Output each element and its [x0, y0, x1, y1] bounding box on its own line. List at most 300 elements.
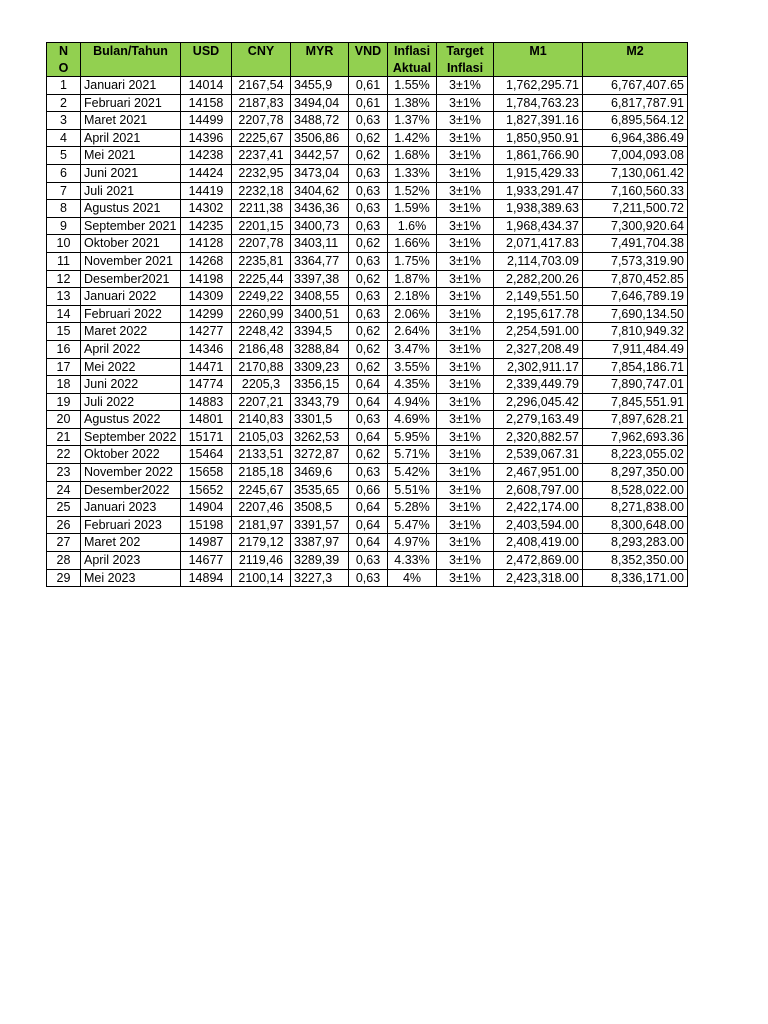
cell-inflasi-aktual: 4.35% [388, 376, 437, 394]
cell-m2: 8,271,838.00 [583, 499, 688, 517]
cell-bulan-tahun: Maret 2022 [81, 323, 181, 341]
cell-m2: 7,810,949.32 [583, 323, 688, 341]
cell-myr: 3301,5 [291, 411, 349, 429]
cell-myr: 3473,04 [291, 164, 349, 182]
header-vnd: VND [349, 43, 388, 77]
table-row [47, 305, 688, 323]
cell-target-inflasi: 3±1% [437, 235, 494, 253]
table-row [47, 77, 688, 95]
cell-target-inflasi: 3±1% [437, 358, 494, 376]
cell-vnd: 0,62 [349, 235, 388, 253]
cell-m1: 2,114,703.09 [494, 252, 583, 270]
cell-inflasi-aktual: 3.55% [388, 358, 437, 376]
cell-m1: 2,472,869.00 [494, 552, 583, 570]
cell-usd: 14471 [181, 358, 232, 376]
cell-bulan-tahun: Desember2021 [81, 270, 181, 288]
cell-m2: 7,300,920.64 [583, 217, 688, 235]
cell-inflasi-aktual: 1.42% [388, 129, 437, 147]
table-row [47, 499, 688, 517]
cell-cny: 2232,95 [232, 164, 291, 182]
cell-m2: 6,817,787.91 [583, 94, 688, 112]
cell-m1: 2,282,200.26 [494, 270, 583, 288]
cell-target-inflasi: 3±1% [437, 305, 494, 323]
cell-m1: 1,861,766.90 [494, 147, 583, 165]
cell-no: 1 [47, 77, 81, 95]
table-row [47, 428, 688, 446]
cell-cny: 2248,42 [232, 323, 291, 341]
table-row [47, 182, 688, 200]
table-row [47, 393, 688, 411]
cell-target-inflasi: 3±1% [437, 446, 494, 464]
exchange-inflation-table [46, 42, 688, 587]
cell-inflasi-aktual: 1.6% [388, 217, 437, 235]
cell-myr: 3356,15 [291, 376, 349, 394]
cell-myr: 3387,97 [291, 534, 349, 552]
cell-m2: 8,300,648.00 [583, 516, 688, 534]
cell-usd: 14677 [181, 552, 232, 570]
cell-m1: 1,784,763.23 [494, 94, 583, 112]
cell-m1: 2,403,594.00 [494, 516, 583, 534]
cell-no: 9 [47, 217, 81, 235]
cell-no: 8 [47, 200, 81, 218]
cell-inflasi-aktual: 4% [388, 569, 437, 587]
table-row [47, 112, 688, 130]
table-body [47, 77, 688, 587]
cell-usd: 14904 [181, 499, 232, 517]
cell-m1: 1,827,391.16 [494, 112, 583, 130]
cell-m2: 8,336,171.00 [583, 569, 688, 587]
cell-vnd: 0,64 [349, 428, 388, 446]
cell-m1: 2,422,174.00 [494, 499, 583, 517]
cell-target-inflasi: 3±1% [437, 340, 494, 358]
cell-inflasi-aktual: 1.52% [388, 182, 437, 200]
cell-target-inflasi: 3±1% [437, 288, 494, 306]
cell-vnd: 0,63 [349, 288, 388, 306]
cell-cny: 2170,88 [232, 358, 291, 376]
table-row [47, 516, 688, 534]
cell-vnd: 0,63 [349, 569, 388, 587]
cell-bulan-tahun: Juli 2022 [81, 393, 181, 411]
cell-m1: 1,933,291.47 [494, 182, 583, 200]
cell-m2: 8,297,350.00 [583, 464, 688, 482]
cell-myr: 3364,77 [291, 252, 349, 270]
cell-inflasi-aktual: 1.66% [388, 235, 437, 253]
cell-inflasi-aktual: 2.64% [388, 323, 437, 341]
cell-cny: 2237,41 [232, 147, 291, 165]
cell-cny: 2235,81 [232, 252, 291, 270]
cell-bulan-tahun: Januari 2021 [81, 77, 181, 95]
cell-vnd: 0,63 [349, 164, 388, 182]
cell-bulan-tahun: Oktober 2022 [81, 446, 181, 464]
cell-m1: 2,608,797.00 [494, 481, 583, 499]
cell-inflasi-aktual: 1.87% [388, 270, 437, 288]
cell-m2: 7,491,704.38 [583, 235, 688, 253]
cell-myr: 3227,3 [291, 569, 349, 587]
cell-usd: 14128 [181, 235, 232, 253]
cell-cny: 2225,44 [232, 270, 291, 288]
cell-target-inflasi: 3±1% [437, 217, 494, 235]
cell-bulan-tahun: Maret 202 [81, 534, 181, 552]
cell-vnd: 0,63 [349, 112, 388, 130]
table-row [47, 217, 688, 235]
cell-myr: 3404,62 [291, 182, 349, 200]
table-row [47, 358, 688, 376]
cell-no: 2 [47, 94, 81, 112]
table-row [47, 376, 688, 394]
cell-cny: 2186,48 [232, 340, 291, 358]
cell-bulan-tahun: Desember2022 [81, 481, 181, 499]
cell-myr: 3272,87 [291, 446, 349, 464]
cell-myr: 3400,73 [291, 217, 349, 235]
cell-target-inflasi: 3±1% [437, 112, 494, 130]
cell-cny: 2245,67 [232, 481, 291, 499]
cell-m2: 7,870,452.85 [583, 270, 688, 288]
cell-usd: 14774 [181, 376, 232, 394]
cell-no: 7 [47, 182, 81, 200]
cell-cny: 2260,99 [232, 305, 291, 323]
cell-no: 28 [47, 552, 81, 570]
table-row [47, 147, 688, 165]
cell-m1: 2,195,617.78 [494, 305, 583, 323]
cell-inflasi-aktual: 4.33% [388, 552, 437, 570]
cell-vnd: 0,62 [349, 358, 388, 376]
cell-myr: 3535,65 [291, 481, 349, 499]
cell-no: 24 [47, 481, 81, 499]
cell-myr: 3288,84 [291, 340, 349, 358]
cell-inflasi-aktual: 2.18% [388, 288, 437, 306]
cell-no: 4 [47, 129, 81, 147]
cell-no: 21 [47, 428, 81, 446]
cell-m1: 1,938,389.63 [494, 200, 583, 218]
cell-usd: 14499 [181, 112, 232, 130]
cell-no: 22 [47, 446, 81, 464]
cell-myr: 3488,72 [291, 112, 349, 130]
cell-myr: 3403,11 [291, 235, 349, 253]
cell-no: 23 [47, 464, 81, 482]
cell-vnd: 0,62 [349, 270, 388, 288]
cell-m1: 2,254,591.00 [494, 323, 583, 341]
cell-inflasi-aktual: 5.47% [388, 516, 437, 534]
cell-cny: 2207,78 [232, 235, 291, 253]
cell-vnd: 0,64 [349, 534, 388, 552]
cell-cny: 2225,67 [232, 129, 291, 147]
cell-bulan-tahun: Mei 2021 [81, 147, 181, 165]
cell-target-inflasi: 3±1% [437, 147, 494, 165]
cell-vnd: 0,63 [349, 182, 388, 200]
cell-m2: 7,004,093.08 [583, 147, 688, 165]
cell-bulan-tahun: Juli 2021 [81, 182, 181, 200]
cell-usd: 14419 [181, 182, 232, 200]
cell-usd: 15652 [181, 481, 232, 499]
cell-cny: 2205,3 [232, 376, 291, 394]
cell-vnd: 0,63 [349, 411, 388, 429]
cell-target-inflasi: 3±1% [437, 411, 494, 429]
cell-bulan-tahun: Mei 2022 [81, 358, 181, 376]
cell-usd: 14424 [181, 164, 232, 182]
header-myr: MYR [291, 43, 349, 77]
cell-bulan-tahun: Februari 2021 [81, 94, 181, 112]
cell-bulan-tahun: September 2022 [81, 428, 181, 446]
cell-vnd: 0,62 [349, 129, 388, 147]
cell-myr: 3262,53 [291, 428, 349, 446]
cell-m2: 8,223,055.02 [583, 446, 688, 464]
table-row [47, 552, 688, 570]
cell-no: 13 [47, 288, 81, 306]
table-header-row [47, 43, 688, 77]
cell-target-inflasi: 3±1% [437, 464, 494, 482]
table-row [47, 464, 688, 482]
table-row [47, 200, 688, 218]
cell-no: 16 [47, 340, 81, 358]
cell-usd: 14302 [181, 200, 232, 218]
cell-myr: 3455,9 [291, 77, 349, 95]
cell-m2: 8,352,350.00 [583, 552, 688, 570]
cell-m1: 1,850,950.91 [494, 129, 583, 147]
cell-usd: 14801 [181, 411, 232, 429]
cell-usd: 14299 [181, 305, 232, 323]
cell-no: 20 [47, 411, 81, 429]
cell-no: 25 [47, 499, 81, 517]
cell-vnd: 0,64 [349, 376, 388, 394]
table-row [47, 164, 688, 182]
cell-no: 11 [47, 252, 81, 270]
cell-bulan-tahun: Agustus 2021 [81, 200, 181, 218]
table-row [47, 235, 688, 253]
cell-usd: 14987 [181, 534, 232, 552]
cell-cny: 2179,12 [232, 534, 291, 552]
cell-target-inflasi: 3±1% [437, 534, 494, 552]
cell-myr: 3309,23 [291, 358, 349, 376]
cell-inflasi-aktual: 4.97% [388, 534, 437, 552]
header-target-inflasi: Target Inflasi [437, 43, 494, 77]
cell-bulan-tahun: November 2021 [81, 252, 181, 270]
cell-usd: 15658 [181, 464, 232, 482]
cell-m2: 7,573,319.90 [583, 252, 688, 270]
cell-inflasi-aktual: 1.59% [388, 200, 437, 218]
cell-no: 26 [47, 516, 81, 534]
table-row [47, 481, 688, 499]
cell-myr: 3400,51 [291, 305, 349, 323]
cell-myr: 3343,79 [291, 393, 349, 411]
cell-usd: 14883 [181, 393, 232, 411]
table-row [47, 270, 688, 288]
cell-target-inflasi: 3±1% [437, 428, 494, 446]
cell-bulan-tahun: Januari 2022 [81, 288, 181, 306]
cell-vnd: 0,62 [349, 323, 388, 341]
cell-m2: 8,293,283.00 [583, 534, 688, 552]
table-row [47, 94, 688, 112]
cell-target-inflasi: 3±1% [437, 481, 494, 499]
cell-myr: 3397,38 [291, 270, 349, 288]
cell-myr: 3391,57 [291, 516, 349, 534]
cell-bulan-tahun: Agustus 2022 [81, 411, 181, 429]
cell-usd: 14309 [181, 288, 232, 306]
cell-m1: 2,320,882.57 [494, 428, 583, 446]
cell-bulan-tahun: April 2022 [81, 340, 181, 358]
cell-usd: 14198 [181, 270, 232, 288]
cell-bulan-tahun: Juni 2021 [81, 164, 181, 182]
cell-no: 19 [47, 393, 81, 411]
cell-target-inflasi: 3±1% [437, 129, 494, 147]
cell-vnd: 0,63 [349, 252, 388, 270]
cell-m1: 2,279,163.49 [494, 411, 583, 429]
cell-usd: 14277 [181, 323, 232, 341]
cell-myr: 3436,36 [291, 200, 349, 218]
cell-cny: 2167,54 [232, 77, 291, 95]
cell-target-inflasi: 3±1% [437, 552, 494, 570]
cell-m1: 2,423,318.00 [494, 569, 583, 587]
cell-cny: 2140,83 [232, 411, 291, 429]
table-row [47, 411, 688, 429]
cell-m2: 7,962,693.36 [583, 428, 688, 446]
cell-no: 12 [47, 270, 81, 288]
cell-bulan-tahun: November 2022 [81, 464, 181, 482]
cell-m2: 7,211,500.72 [583, 200, 688, 218]
cell-m1: 2,339,449.79 [494, 376, 583, 394]
cell-vnd: 0,64 [349, 516, 388, 534]
cell-myr: 3442,57 [291, 147, 349, 165]
cell-no: 5 [47, 147, 81, 165]
cell-bulan-tahun: Mei 2023 [81, 569, 181, 587]
cell-bulan-tahun: Oktober 2021 [81, 235, 181, 253]
cell-cny: 2119,46 [232, 552, 291, 570]
cell-no: 27 [47, 534, 81, 552]
cell-m2: 7,911,484.49 [583, 340, 688, 358]
cell-target-inflasi: 3±1% [437, 94, 494, 112]
document-page [46, 42, 688, 587]
cell-usd: 14235 [181, 217, 232, 235]
cell-target-inflasi: 3±1% [437, 270, 494, 288]
cell-m1: 1,762,295.71 [494, 77, 583, 95]
cell-m2: 7,854,186.71 [583, 358, 688, 376]
cell-m1: 2,296,045.42 [494, 393, 583, 411]
cell-vnd: 0,61 [349, 77, 388, 95]
cell-usd: 14894 [181, 569, 232, 587]
cell-m2: 6,895,564.12 [583, 112, 688, 130]
cell-m1: 2,408,419.00 [494, 534, 583, 552]
cell-vnd: 0,63 [349, 552, 388, 570]
cell-m2: 7,130,061.42 [583, 164, 688, 182]
cell-cny: 2185,18 [232, 464, 291, 482]
cell-bulan-tahun: Maret 2021 [81, 112, 181, 130]
cell-bulan-tahun: September 2021 [81, 217, 181, 235]
cell-cny: 2207,78 [232, 112, 291, 130]
cell-target-inflasi: 3±1% [437, 323, 494, 341]
table-row [47, 340, 688, 358]
cell-target-inflasi: 3±1% [437, 182, 494, 200]
header-m1: M1 [494, 43, 583, 77]
table-row [47, 323, 688, 341]
header-usd: USD [181, 43, 232, 77]
cell-vnd: 0,62 [349, 446, 388, 464]
header-cny: CNY [232, 43, 291, 77]
cell-bulan-tahun: Juni 2022 [81, 376, 181, 394]
cell-inflasi-aktual: 5.28% [388, 499, 437, 517]
cell-myr: 3408,55 [291, 288, 349, 306]
cell-inflasi-aktual: 1.55% [388, 77, 437, 95]
table-row [47, 446, 688, 464]
cell-no: 17 [47, 358, 81, 376]
cell-m1: 2,302,911.17 [494, 358, 583, 376]
cell-usd: 15171 [181, 428, 232, 446]
cell-myr: 3289,39 [291, 552, 349, 570]
cell-myr: 3494,04 [291, 94, 349, 112]
cell-vnd: 0,62 [349, 340, 388, 358]
cell-m2: 6,767,407.65 [583, 77, 688, 95]
table-row [47, 129, 688, 147]
cell-vnd: 0,63 [349, 200, 388, 218]
cell-no: 15 [47, 323, 81, 341]
cell-bulan-tahun: Februari 2022 [81, 305, 181, 323]
cell-target-inflasi: 3±1% [437, 77, 494, 95]
cell-cny: 2201,15 [232, 217, 291, 235]
cell-usd: 14238 [181, 147, 232, 165]
cell-myr: 3469,6 [291, 464, 349, 482]
cell-bulan-tahun: Februari 2023 [81, 516, 181, 534]
cell-vnd: 0,61 [349, 94, 388, 112]
header-m2: M2 [583, 43, 688, 77]
cell-target-inflasi: 3±1% [437, 569, 494, 587]
header-inflasi-aktual: Inflasi Aktual [388, 43, 437, 77]
cell-no: 3 [47, 112, 81, 130]
cell-m2: 7,845,551.91 [583, 393, 688, 411]
cell-cny: 2100,14 [232, 569, 291, 587]
cell-cny: 2207,21 [232, 393, 291, 411]
cell-bulan-tahun: April 2021 [81, 129, 181, 147]
cell-inflasi-aktual: 4.69% [388, 411, 437, 429]
cell-no: 29 [47, 569, 81, 587]
cell-target-inflasi: 3±1% [437, 376, 494, 394]
cell-target-inflasi: 3±1% [437, 499, 494, 517]
cell-myr: 3506,86 [291, 129, 349, 147]
cell-cny: 2249,22 [232, 288, 291, 306]
cell-m1: 2,327,208.49 [494, 340, 583, 358]
cell-inflasi-aktual: 5.95% [388, 428, 437, 446]
cell-target-inflasi: 3±1% [437, 252, 494, 270]
cell-target-inflasi: 3±1% [437, 164, 494, 182]
cell-m1: 1,915,429.33 [494, 164, 583, 182]
cell-m2: 7,646,789.19 [583, 288, 688, 306]
cell-m2: 7,890,747.01 [583, 376, 688, 394]
cell-m2: 7,690,134.50 [583, 305, 688, 323]
cell-bulan-tahun: April 2023 [81, 552, 181, 570]
cell-no: 10 [47, 235, 81, 253]
cell-m1: 2,149,551.50 [494, 288, 583, 306]
cell-cny: 2207,46 [232, 499, 291, 517]
cell-inflasi-aktual: 1.75% [388, 252, 437, 270]
cell-usd: 15198 [181, 516, 232, 534]
cell-inflasi-aktual: 2.06% [388, 305, 437, 323]
cell-m1: 2,539,067.31 [494, 446, 583, 464]
cell-cny: 2232,18 [232, 182, 291, 200]
cell-no: 14 [47, 305, 81, 323]
cell-m2: 8,528,022.00 [583, 481, 688, 499]
cell-inflasi-aktual: 1.33% [388, 164, 437, 182]
cell-cny: 2133,51 [232, 446, 291, 464]
cell-vnd: 0,64 [349, 393, 388, 411]
header-no: N O [47, 43, 81, 77]
cell-no: 6 [47, 164, 81, 182]
header-bulan-tahun: Bulan/Tahun [81, 43, 181, 77]
cell-m1: 2,467,951.00 [494, 464, 583, 482]
table-row [47, 252, 688, 270]
cell-inflasi-aktual: 1.38% [388, 94, 437, 112]
cell-vnd: 0,62 [349, 147, 388, 165]
cell-usd: 14268 [181, 252, 232, 270]
cell-usd: 14158 [181, 94, 232, 112]
cell-m2: 7,897,628.21 [583, 411, 688, 429]
cell-cny: 2105,03 [232, 428, 291, 446]
